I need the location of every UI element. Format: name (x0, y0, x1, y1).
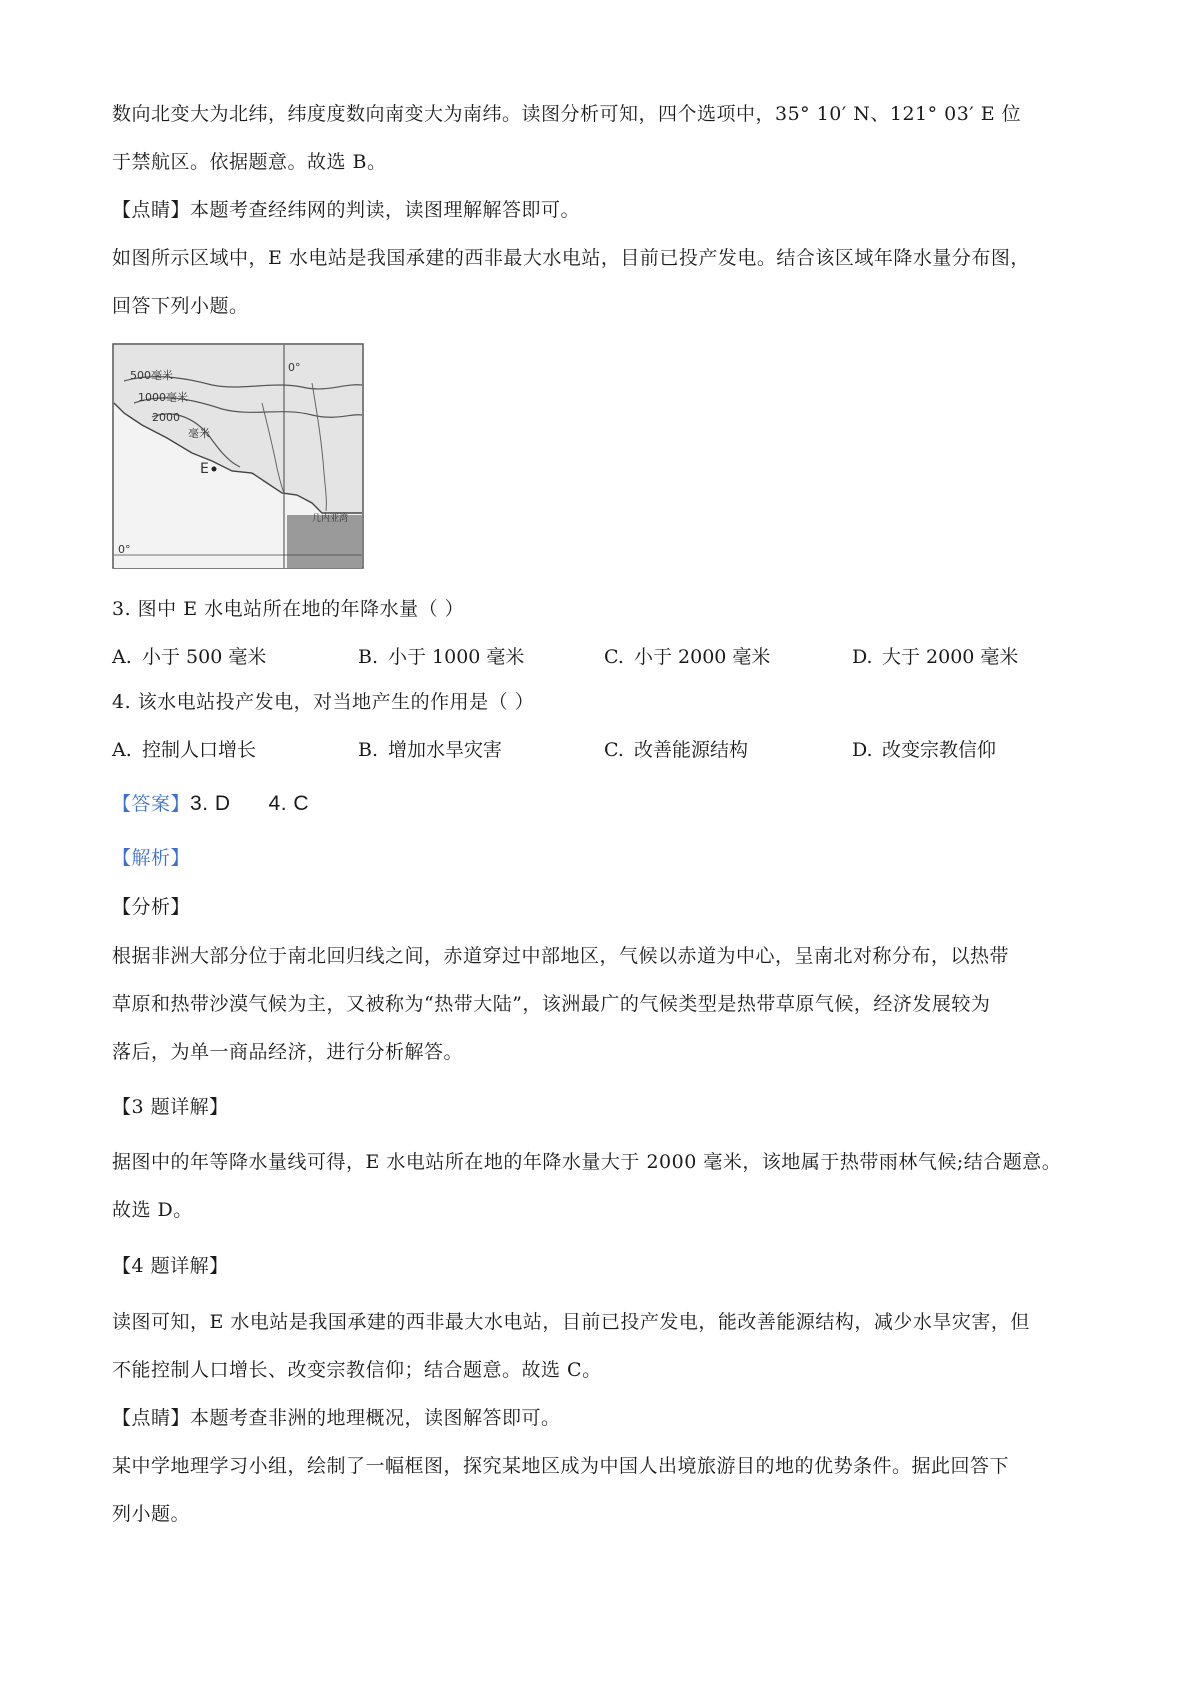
option-text: 增加水旱灾害 (388, 739, 503, 761)
equator-label: 0° (118, 543, 131, 556)
fenxi-line: 落后，为单一商品经济，进行分析解答。 (112, 1041, 464, 1063)
option-text: 改善能源结构 (634, 739, 749, 761)
fenxi-line: 根据非洲大部分位于南北回归线之间，赤道穿过中部地区，气候以赤道为中心，呈南北对称分布，以热带 (112, 945, 1010, 967)
paragraph-line: 于禁航区。依据题意。故选 B。 (112, 151, 387, 173)
option-text: 改变宗教信仰 (882, 739, 997, 761)
analysis-label: 【解析】 (112, 847, 191, 869)
q4-detail-line: 读图可知，E 水电站是我国承建的西非最大水电站，目前已投产发电，能改善能源结构，减少水旱灾害，但 (112, 1311, 1030, 1333)
question-3-stem: 3. 图中 E 水电站所在地的年降水量（ ） (112, 598, 465, 620)
isohyet-2000-label: 2000 (152, 411, 180, 424)
fenxi-line: 草原和热带沙漠气候为主，又被称为“热带大陆”，该洲最广的气候类型是热带草原气候，经济发展较为 (112, 993, 991, 1015)
next-intro-line: 某中学地理学习小组，绘制了一幅框图，探究某地区成为中国人出境旅游目的地的优势条件。据此回答下 (112, 1455, 1010, 1477)
isohyet-2000-unit: 毫米 (188, 427, 210, 440)
station-label: E (200, 461, 209, 477)
option-text: 小于 500 毫米 (142, 646, 267, 668)
q3-option-d (852, 643, 1018, 671)
station-marker (212, 467, 217, 472)
isohyet-1000-label: 1000毫米 (138, 391, 188, 404)
fenxi-title: 【分析】 (112, 896, 191, 918)
q3-detail-line: 故选 D。 (112, 1199, 193, 1221)
option-letter: B. (358, 646, 379, 668)
q3-option-a (112, 643, 266, 671)
tip-line: 【点睛】本题考查非洲的地理概况，读图解答即可。 (112, 1407, 561, 1429)
meridian-label: 0° (288, 361, 301, 374)
next-intro-line: 列小题。 (112, 1503, 191, 1525)
option-text: 小于 1000 毫米 (388, 646, 525, 668)
gulf-label: 几内亚湾 (312, 514, 349, 524)
option-text: 小于 2000 毫米 (634, 646, 771, 668)
q3-option-c (604, 643, 770, 671)
option-letter: A. (112, 739, 132, 761)
question-4-stem: 4. 该水电站投产发电，对当地产生的作用是（ ） (112, 691, 535, 713)
option-letter: C. (604, 739, 624, 761)
q4-detail-title: 【4 题详解】 (112, 1255, 229, 1277)
answer-3: 3. D (190, 792, 231, 815)
intro-line: 回答下列小题。 (112, 295, 249, 317)
answer-line (112, 790, 309, 818)
tip-line: 【点睛】本题考查经纬网的判读，读图理解解答即可。 (112, 199, 581, 221)
q4-option-c (604, 736, 748, 764)
isohyet-500-label: 500毫米 (130, 369, 173, 382)
q4-detail-line: 不能控制人口增长、改变宗教信仰；结合题意。故选 C。 (112, 1359, 602, 1381)
option-letter: B. (358, 739, 379, 761)
option-letter: D. (852, 646, 873, 668)
option-letter: C. (604, 646, 624, 668)
answer-4: 4. C (268, 792, 310, 815)
option-text: 大于 2000 毫米 (882, 646, 1019, 668)
q3-option-b (358, 643, 524, 671)
option-letter: A. (112, 646, 132, 668)
option-text: 控制人口增长 (142, 739, 257, 761)
answer-label: 【答案】 (112, 793, 191, 815)
q3-detail-title: 【3 题详解】 (112, 1096, 229, 1118)
q4-option-a (112, 736, 256, 764)
rainfall-map (112, 343, 364, 569)
option-letter: D. (852, 739, 873, 761)
q4-option-b (358, 736, 502, 764)
paragraph-line: 数向北变大为北纬，纬度度数向南变大为南纬。读图分析可知，四个选项中，35° 10′ N、121° 03′ E 位 (112, 103, 1022, 125)
intro-line: 如图所示区域中，E 水电站是我国承建的西非最大水电站，目前已投产发电。结合该区域年降水量分布图， (112, 247, 1030, 269)
q3-detail-line: 据图中的年等降水量线可得，E 水电站所在地的年降水量大于 2000 毫米，该地属于热带雨林气候;结合题意。 (112, 1151, 1062, 1173)
q4-option-d (852, 736, 996, 764)
